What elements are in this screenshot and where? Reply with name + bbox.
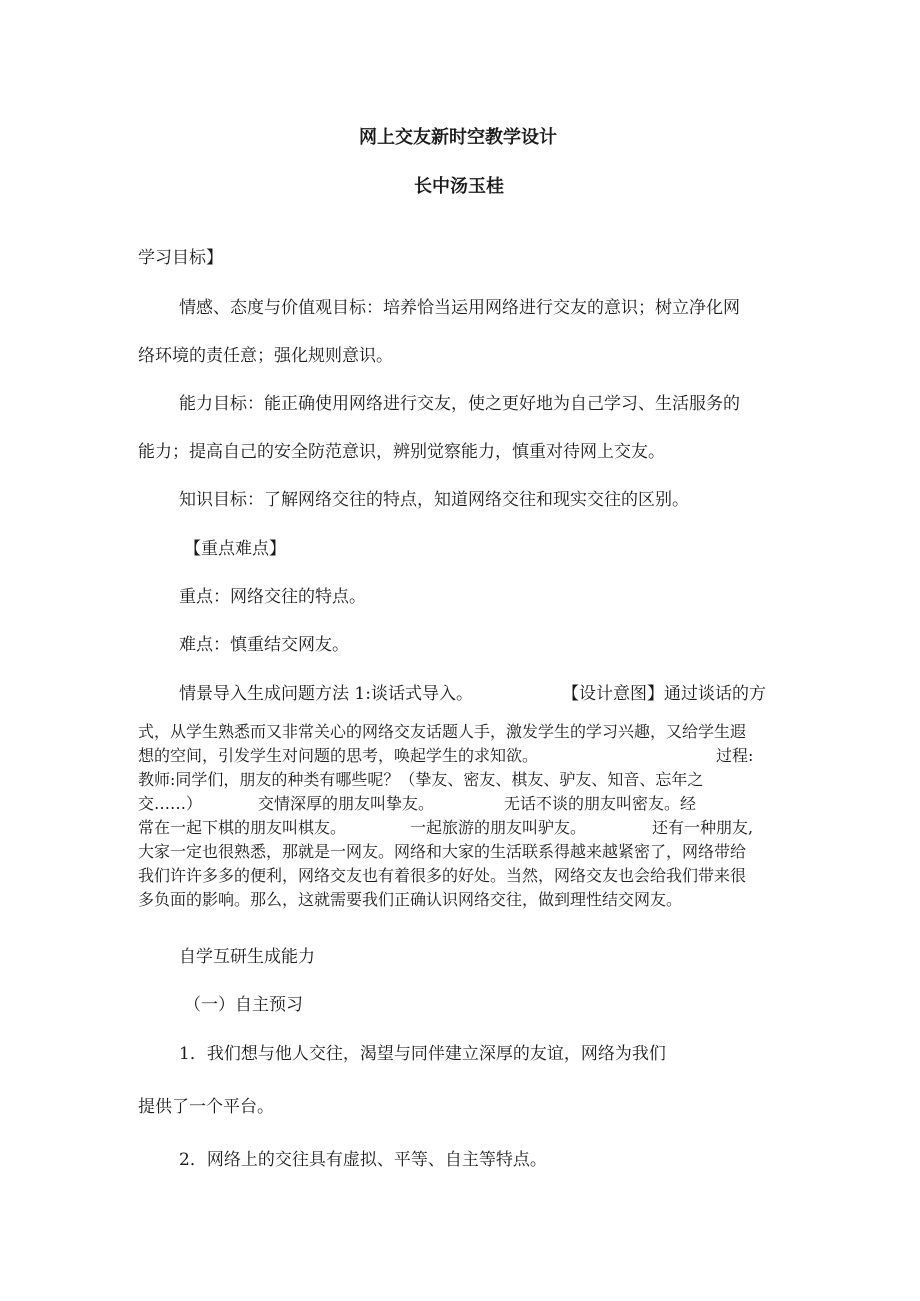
para-line-8: 多负面的影响。那么，这就需要我们正确认识网络交往，做到理性结交网友。 <box>138 890 683 909</box>
para-line-6: 大家一定也很熟悉，那就是一网友。网络和大家的生活联系得越来越紧密了，网络带给 <box>138 842 747 861</box>
goal-knowledge: 知识目标：了解网络交往的特点，知道网络交往和现实交往的区别。 <box>179 490 689 510</box>
goal-ability-line2: 能力；提高自己的安全防范意识，辨别觉察能力，慎重对待网上交友。 <box>138 442 665 462</box>
goal-emotion-line2: 络环境的责任意；强化规则意识。 <box>138 346 393 366</box>
phrase-miyou: 无话不谈的朋友叫密友。经 <box>504 794 697 813</box>
section-heading-selfstudy: 自学互研生成能力 <box>179 947 315 967</box>
para-line-7: 我们许许多多的便利，网络交友也有着很多的好处。当然，网络交友也会给我们带来很 <box>138 866 747 885</box>
item-1-line1: 1．我们想与他人交往，渴望与同伴建立深厚的友谊，网络为我们 <box>179 1044 666 1064</box>
author-line: 长中汤玉桂 <box>414 176 504 197</box>
phrase-another-friend: 还有一种朋友, <box>652 818 754 837</box>
intro-design-intent: 【设计意图】通过谈话的方 <box>562 684 766 704</box>
item-1-line2: 提供了一个平台。 <box>138 1097 274 1117</box>
section-heading-keypoints: 【重点难点】 <box>184 539 286 559</box>
para-line-5: 常在一起下棋的朋友叫棋友。 <box>138 818 347 837</box>
para-line-3: 教师:同学们，朋友的种类有哪些呢？（挚友、密友、棋友、驴友、知音、忘年之 <box>138 770 704 789</box>
para-line-4: 交……） <box>138 794 203 813</box>
para-line-1: 式，从学生熟悉而又非常关心的网络交友话题人手，激发学生的学习兴趣，又给学生遐 <box>138 722 747 741</box>
goal-ability-line1: 能力目标：能正确使用网络进行交友，使之更好地为自己学习、生活服务的 <box>179 394 740 414</box>
key-point: 重点：网络交往的特点。 <box>179 587 366 607</box>
difficult-point: 难点：慎重结交网友。 <box>179 635 349 655</box>
item-2: 2．网络上的交往具有虚拟、平等、自主等特点。 <box>179 1150 547 1170</box>
subheading-preview: （一）自主预习 <box>184 995 303 1015</box>
process-label: 过程: <box>716 746 754 765</box>
para-line-2: 想的空间，引发学生对问题的思考，唤起学生的求知欲。 <box>138 746 539 765</box>
document-title: 网上交友新时空教学设计 <box>359 127 557 148</box>
phrase-zhiyou: 交情深厚的朋友叫挚友。 <box>258 794 435 813</box>
intro-method: 情景导入生成问题方法 1:谈话式导入。 <box>179 684 473 704</box>
goal-emotion-line1: 情感、态度与价值观目标：培养恰当运用网络进行交友的意识；树立净化网 <box>179 298 740 318</box>
phrase-lvyou: 一起旅游的朋友叫驴友。 <box>410 818 587 837</box>
section-heading-goals: 学习目标】 <box>138 248 223 268</box>
